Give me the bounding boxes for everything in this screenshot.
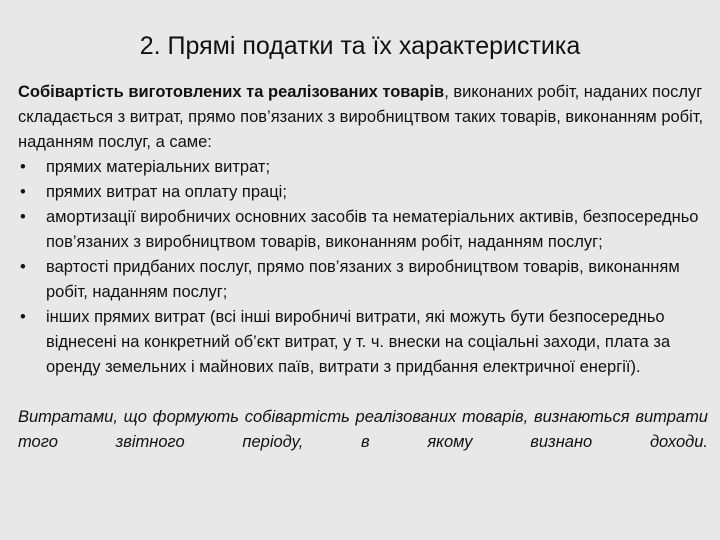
list-item xyxy=(18,155,708,180)
list-item-text: прямих матеріальних витрат; xyxy=(46,158,271,176)
list-item-text: інших прямих витрат (всі інші виробничі витрати, які можуть бути безпосередньо віднесені на конкретний об’єкт витрат, у т. ч. внески на соціальні заходи, плата за оренду земельних і майнових паїв, витрати з придбання електричної енергії). xyxy=(46,308,671,376)
intro-rest-text: , виконаних робіт, наданих послуг складається з витрат, прямо пов’язаних з виробництвом таких товарів, виконанням робіт, наданням послуг, а саме: xyxy=(18,83,704,151)
slide-title: 2. Прямі податки та їх характеристика xyxy=(139,32,581,60)
bullet-icon: • xyxy=(20,208,26,226)
bullet-icon: • xyxy=(20,183,26,201)
slide-body xyxy=(18,80,708,455)
closing-paragraph xyxy=(18,405,708,455)
bullet-icon: • xyxy=(20,308,26,326)
closing-line-2: визнаються витрати того звітного періоду, в якому визнано доходи. xyxy=(18,408,708,451)
list-item xyxy=(18,305,708,380)
intro-bold-text: Собівартість виготовлених та реалізованих товарів xyxy=(18,83,445,101)
list-item xyxy=(18,205,708,255)
list-item-text: амортизації виробничих основних засобів та нематеріальних активів, безпосередньо пов’язаних з виробництвом товарів, виконанням робіт, наданням послуг; xyxy=(46,208,699,251)
closing-line-1: Витратами, що формують собівартість реалізованих товарів, xyxy=(18,408,529,426)
cost-items-list xyxy=(18,155,708,380)
list-item-text: вартості придбаних послуг, прямо пов’язаних з виробництвом товарів, виконанням робіт, наданням послуг; xyxy=(46,258,680,301)
intro-paragraph xyxy=(18,80,708,155)
bullet-icon: • xyxy=(20,258,26,276)
list-item xyxy=(18,180,708,205)
list-item-text: прямих витрат на оплату праці; xyxy=(46,183,287,201)
bullet-icon: • xyxy=(20,158,26,176)
list-item xyxy=(18,255,708,305)
